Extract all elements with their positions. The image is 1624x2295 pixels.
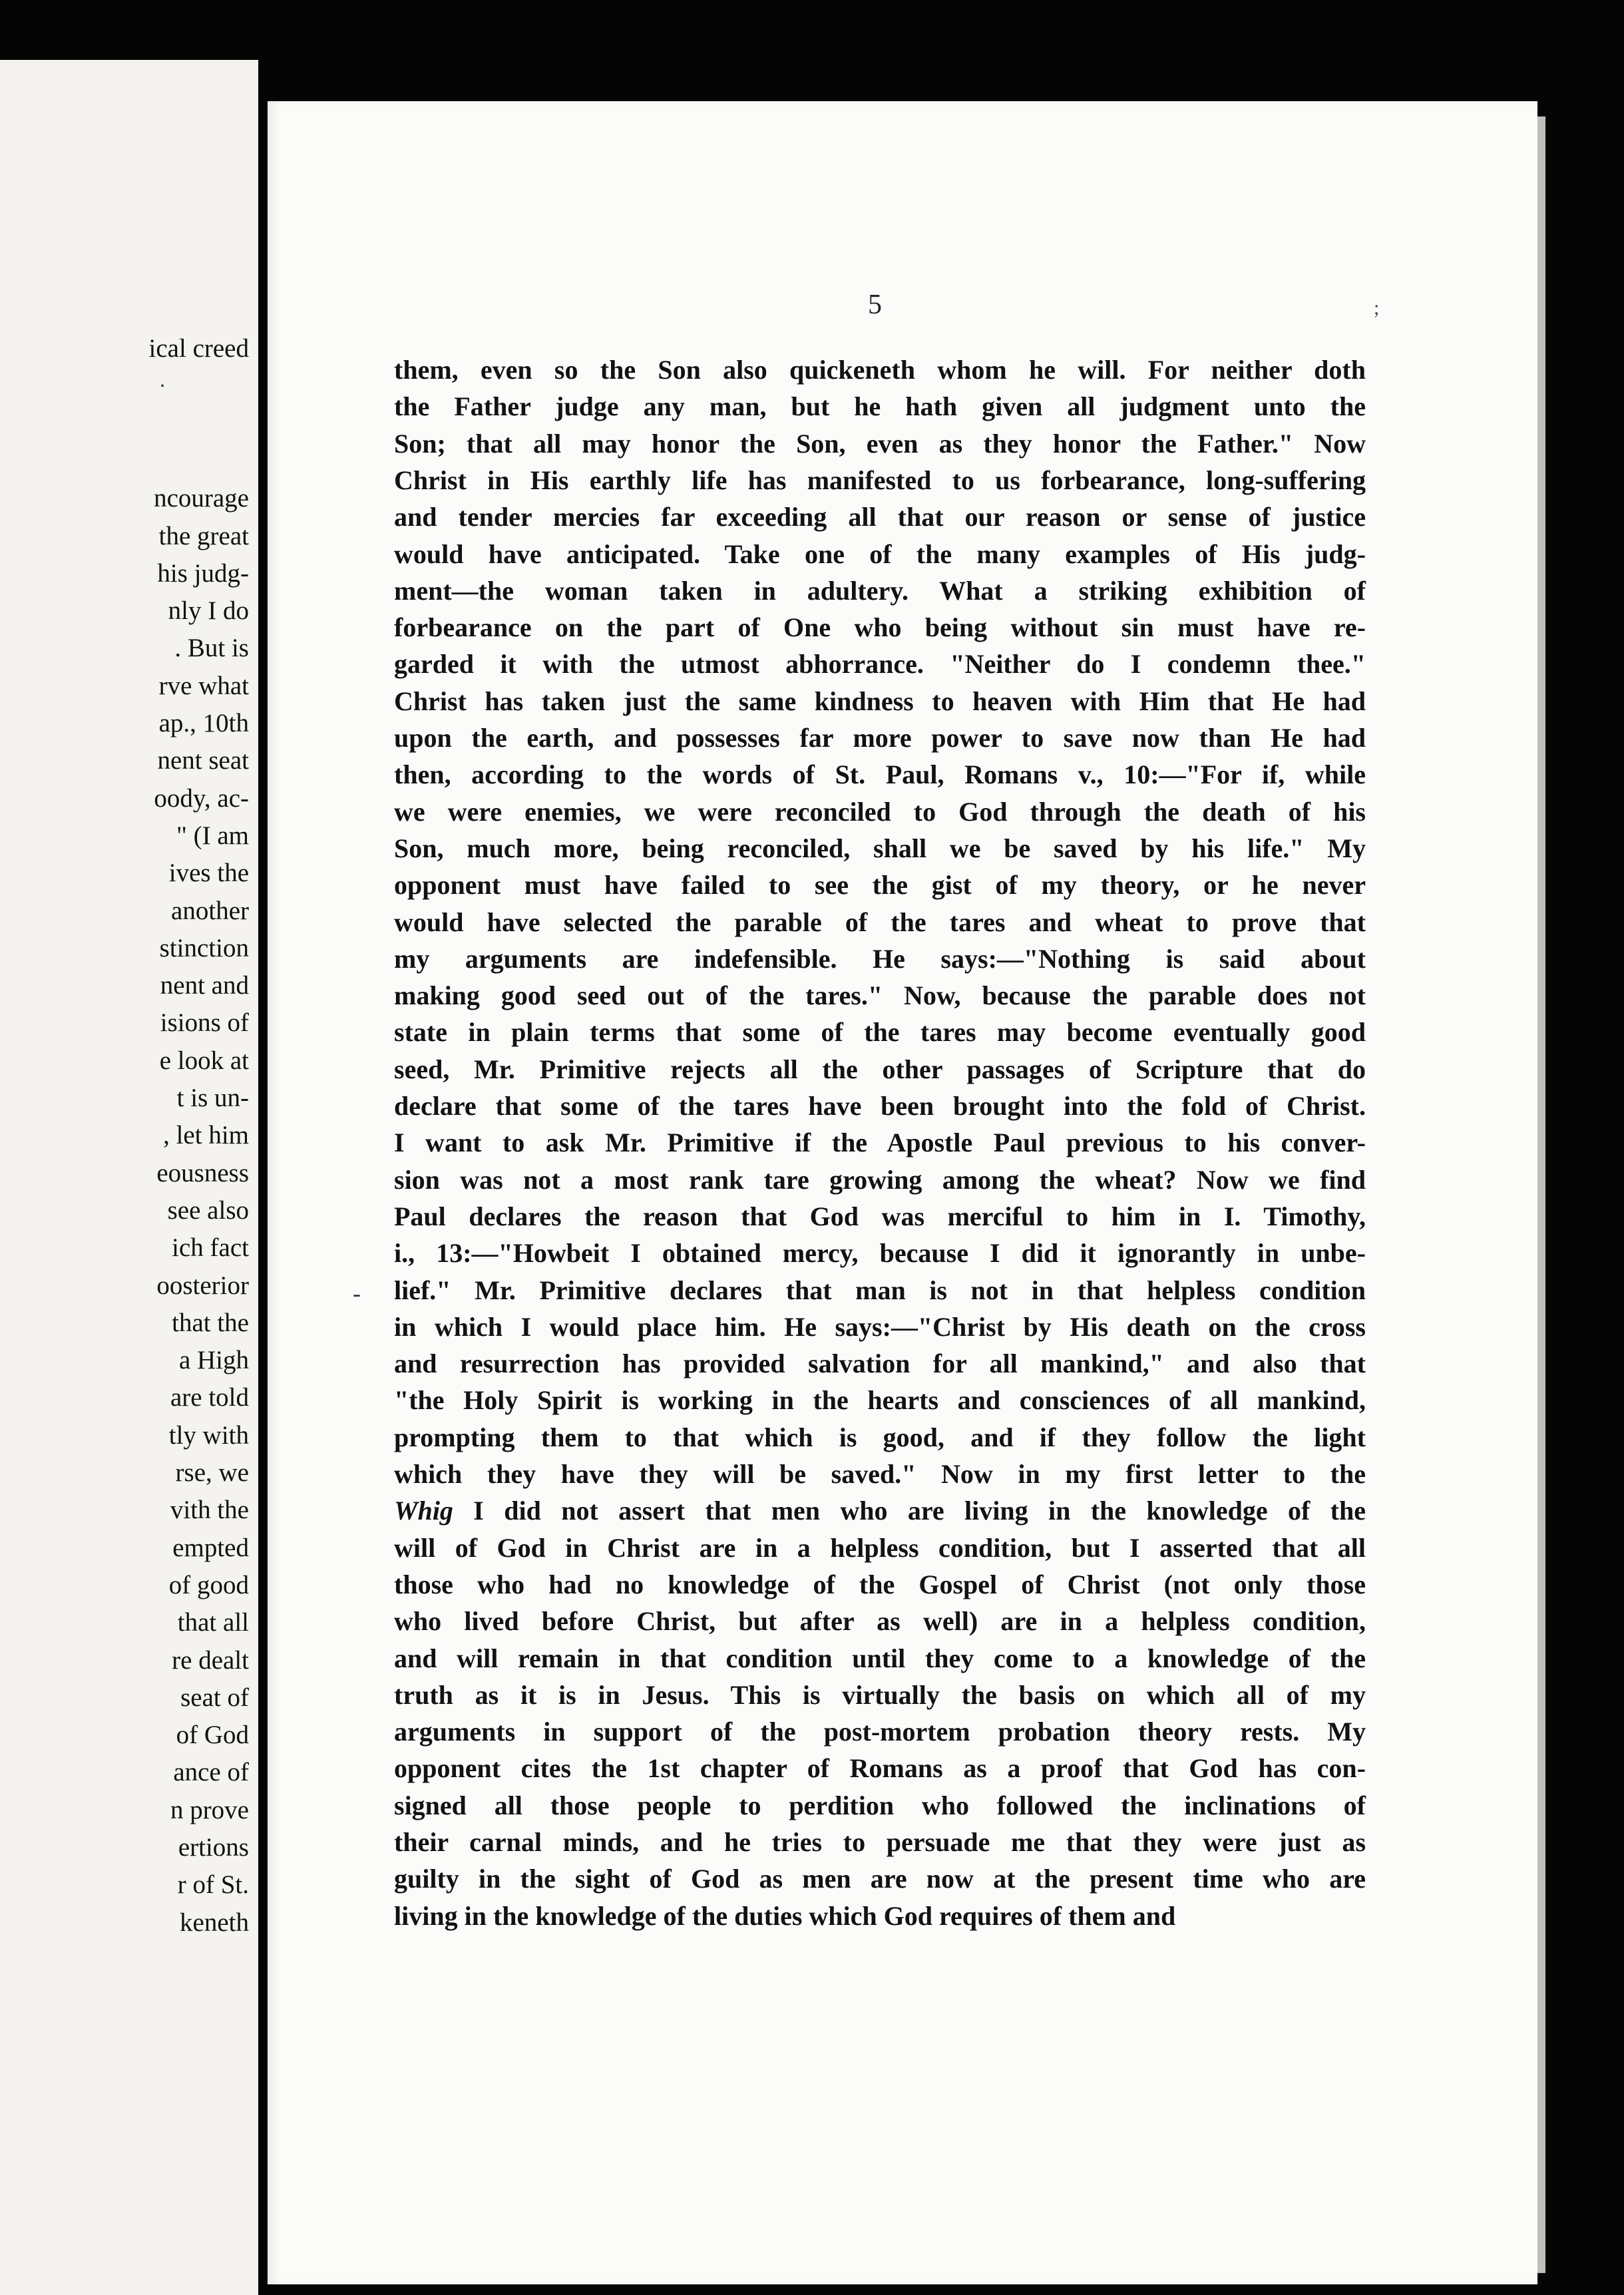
text-line: seed, Mr. Primitive rejects all the other passages of Scripture that do — [394, 1054, 1366, 1084]
text-line: and will remain in that condition until they come to a knowledge of the — [394, 1643, 1366, 1673]
left-page-line: ich fact — [172, 1233, 249, 1263]
left-page-line: keneth — [180, 1908, 249, 1937]
left-page-line: of good — [168, 1570, 249, 1599]
left-page-line: ncourage — [154, 484, 249, 513]
text-line: living in the knowledge of the duties which God requires of them and — [394, 1900, 1176, 1931]
text-line: and tender mercies far exceeding all that our reason or sense of justice — [394, 502, 1366, 532]
left-page-line: t is un- — [176, 1084, 249, 1112]
left-page-line: a High — [178, 1346, 249, 1375]
text-line: Whig I did not assert that men who are living in the knowledge of the — [394, 1496, 1366, 1526]
text-line: Son; that all may honor the Son, even as they honor the Father." Now — [394, 428, 1366, 459]
left-page-line: rse, we — [175, 1458, 249, 1487]
text-line: garded it with the utmost abhorrance. "Neither do I condemn thee." — [394, 649, 1366, 680]
text-line: guilty in the sight of God as men are now at the present time who are — [394, 1864, 1366, 1894]
left-page-line: the great — [158, 521, 249, 550]
left-page-line: empted — [172, 1533, 249, 1562]
text-line: sion was not a most rank tare growing among the wheat? Now we find — [394, 1164, 1366, 1195]
left-page-fragment — [0, 60, 258, 2295]
left-page-line: n prove — [170, 1795, 249, 1824]
left-page-line: ap., 10th — [158, 709, 249, 737]
text-line: lief." Mr. Primitive declares that man is not in that helpless condition — [394, 1275, 1366, 1305]
left-page-line: ical creed — [148, 334, 249, 363]
left-page-line: rve what — [158, 671, 249, 700]
text-line: ment—the woman taken in adultery. What a striking exhibition of — [394, 575, 1366, 606]
left-page-line: ertions — [178, 1833, 249, 1862]
text-line: prompting them to that which is good, and if they follow the light — [394, 1422, 1366, 1452]
text-line: signed all those people to perdition who followed the inclinations of — [394, 1790, 1366, 1820]
text-line: them, even so the Son also quickeneth whom he will. For neither doth — [394, 355, 1366, 385]
left-page-line: re dealt — [172, 1645, 249, 1675]
text-line: forbearance on the part of One who being without sin must have re- — [394, 612, 1366, 643]
text-line: Son, much more, being reconciled, shall we be saved by his life." My — [394, 833, 1366, 863]
text-line: then, according to the words of St. Paul, Romans v., 10:—"For if, while — [394, 759, 1366, 790]
text-line: state in plain terms that some of the tares may become eventually good — [394, 1017, 1366, 1048]
left-page-line: " (I am — [176, 821, 249, 850]
text-line: "the Holy Spirit is working in the hearts and consciences of all mankind, — [394, 1385, 1366, 1416]
left-page-line: his judg- — [157, 558, 249, 588]
margin-mark: ; — [1374, 297, 1380, 319]
text-line: i., 13:—"Howbeit I obtained mercy, because I did it ignorantly in unbe- — [394, 1238, 1366, 1269]
left-page-line: are told — [170, 1383, 249, 1412]
text-line: opponent cites the 1st chapter of Romans as a proof that God has con- — [394, 1753, 1366, 1784]
text-line: Christ has taken just the same kindness to heaven with Him that He had — [394, 686, 1366, 716]
text-line: their carnal minds, and he tries to persuade me that they were just as — [394, 1827, 1366, 1857]
left-page-line: nent seat — [157, 746, 249, 775]
left-page-line: that the — [172, 1308, 249, 1337]
text-line: truth as it is in Jesus. This is virtually the basis on which all of my — [394, 1679, 1366, 1710]
left-page-line: tly with — [168, 1420, 249, 1450]
text-line: upon the earth, and possesses far more power to save now than He had — [394, 723, 1366, 753]
left-page-line: vith the — [170, 1496, 249, 1525]
text-line: and resurrection has provided salvation for all mankind," and also that — [394, 1349, 1366, 1379]
left-page-line: ives the — [168, 859, 249, 888]
left-page-line: e look at — [159, 1046, 249, 1075]
left-page-line: stinction — [159, 933, 249, 962]
text-line: will of God in Christ are in a helpless condition, but I asserted that all — [394, 1532, 1366, 1563]
text-line: which they have they will be saved." Now in my first letter to the — [394, 1459, 1366, 1489]
text-line: declare that some of the tares have been brought into the fold of Christ. — [394, 1091, 1366, 1121]
text-line: Christ in His earthly life has manifested to us forbearance, long-suffering — [394, 465, 1366, 495]
left-page-line: oody, ac- — [154, 783, 249, 813]
left-page-line: that all — [177, 1608, 249, 1637]
left-page-line: see also — [167, 1195, 249, 1225]
left-page-line: oosterior — [156, 1271, 249, 1300]
text-line: would have anticipated. Take one of the many examples of His judg- — [394, 538, 1366, 569]
left-page-line: nent and — [160, 971, 249, 1000]
page-number: 5 — [868, 290, 882, 320]
left-page-line: . But is — [174, 634, 249, 663]
text-line: opponent must have failed to see the gist of my theory, or he never — [394, 870, 1366, 901]
left-page-mark: . — [160, 367, 165, 391]
left-page-line: eousness — [156, 1158, 249, 1187]
text-line: who lived before Christ, but after as well) are in a helpless condition, — [394, 1606, 1366, 1637]
left-page-line: r of St. — [177, 1870, 249, 1900]
left-page-line: of God — [176, 1721, 249, 1750]
text-line: arguments in support of the post-mortem probation theory rests. My — [394, 1717, 1366, 1747]
text-line: my arguments are indefensible. He says:—"Nothing is said about — [394, 943, 1366, 974]
text-line: I want to ask Mr. Primitive if the Apostle Paul previous to his conver- — [394, 1128, 1366, 1158]
text-line: the Father judge any man, but he hath given all judgment unto the — [394, 391, 1366, 422]
text-line: in which I would place him. He says:—"Christ by His death on the cross — [394, 1311, 1366, 1342]
left-page-line: another — [171, 896, 249, 925]
text-line: would have selected the parable of the tares and wheat to prove that — [394, 907, 1366, 937]
left-page-line: ance of — [173, 1758, 249, 1787]
left-page-line: , let him — [163, 1121, 249, 1150]
left-page-line: isions of — [160, 1008, 249, 1038]
text-line: Paul declares the reason that God was merciful to him in I. Timothy, — [394, 1201, 1366, 1231]
page-edge — [1537, 116, 1545, 2273]
text-line: we were enemies, we were reconciled to God through the death of his — [394, 796, 1366, 827]
left-page-line: seat of — [180, 1683, 249, 1712]
margin-dash: - — [353, 1280, 361, 1307]
text-line: those who had no knowledge of the Gospel of Christ (not only those — [394, 1569, 1366, 1599]
left-page-line: nly I do — [168, 596, 249, 626]
text-line: making good seed out of the tares." Now, because the parable does not — [394, 980, 1366, 1011]
